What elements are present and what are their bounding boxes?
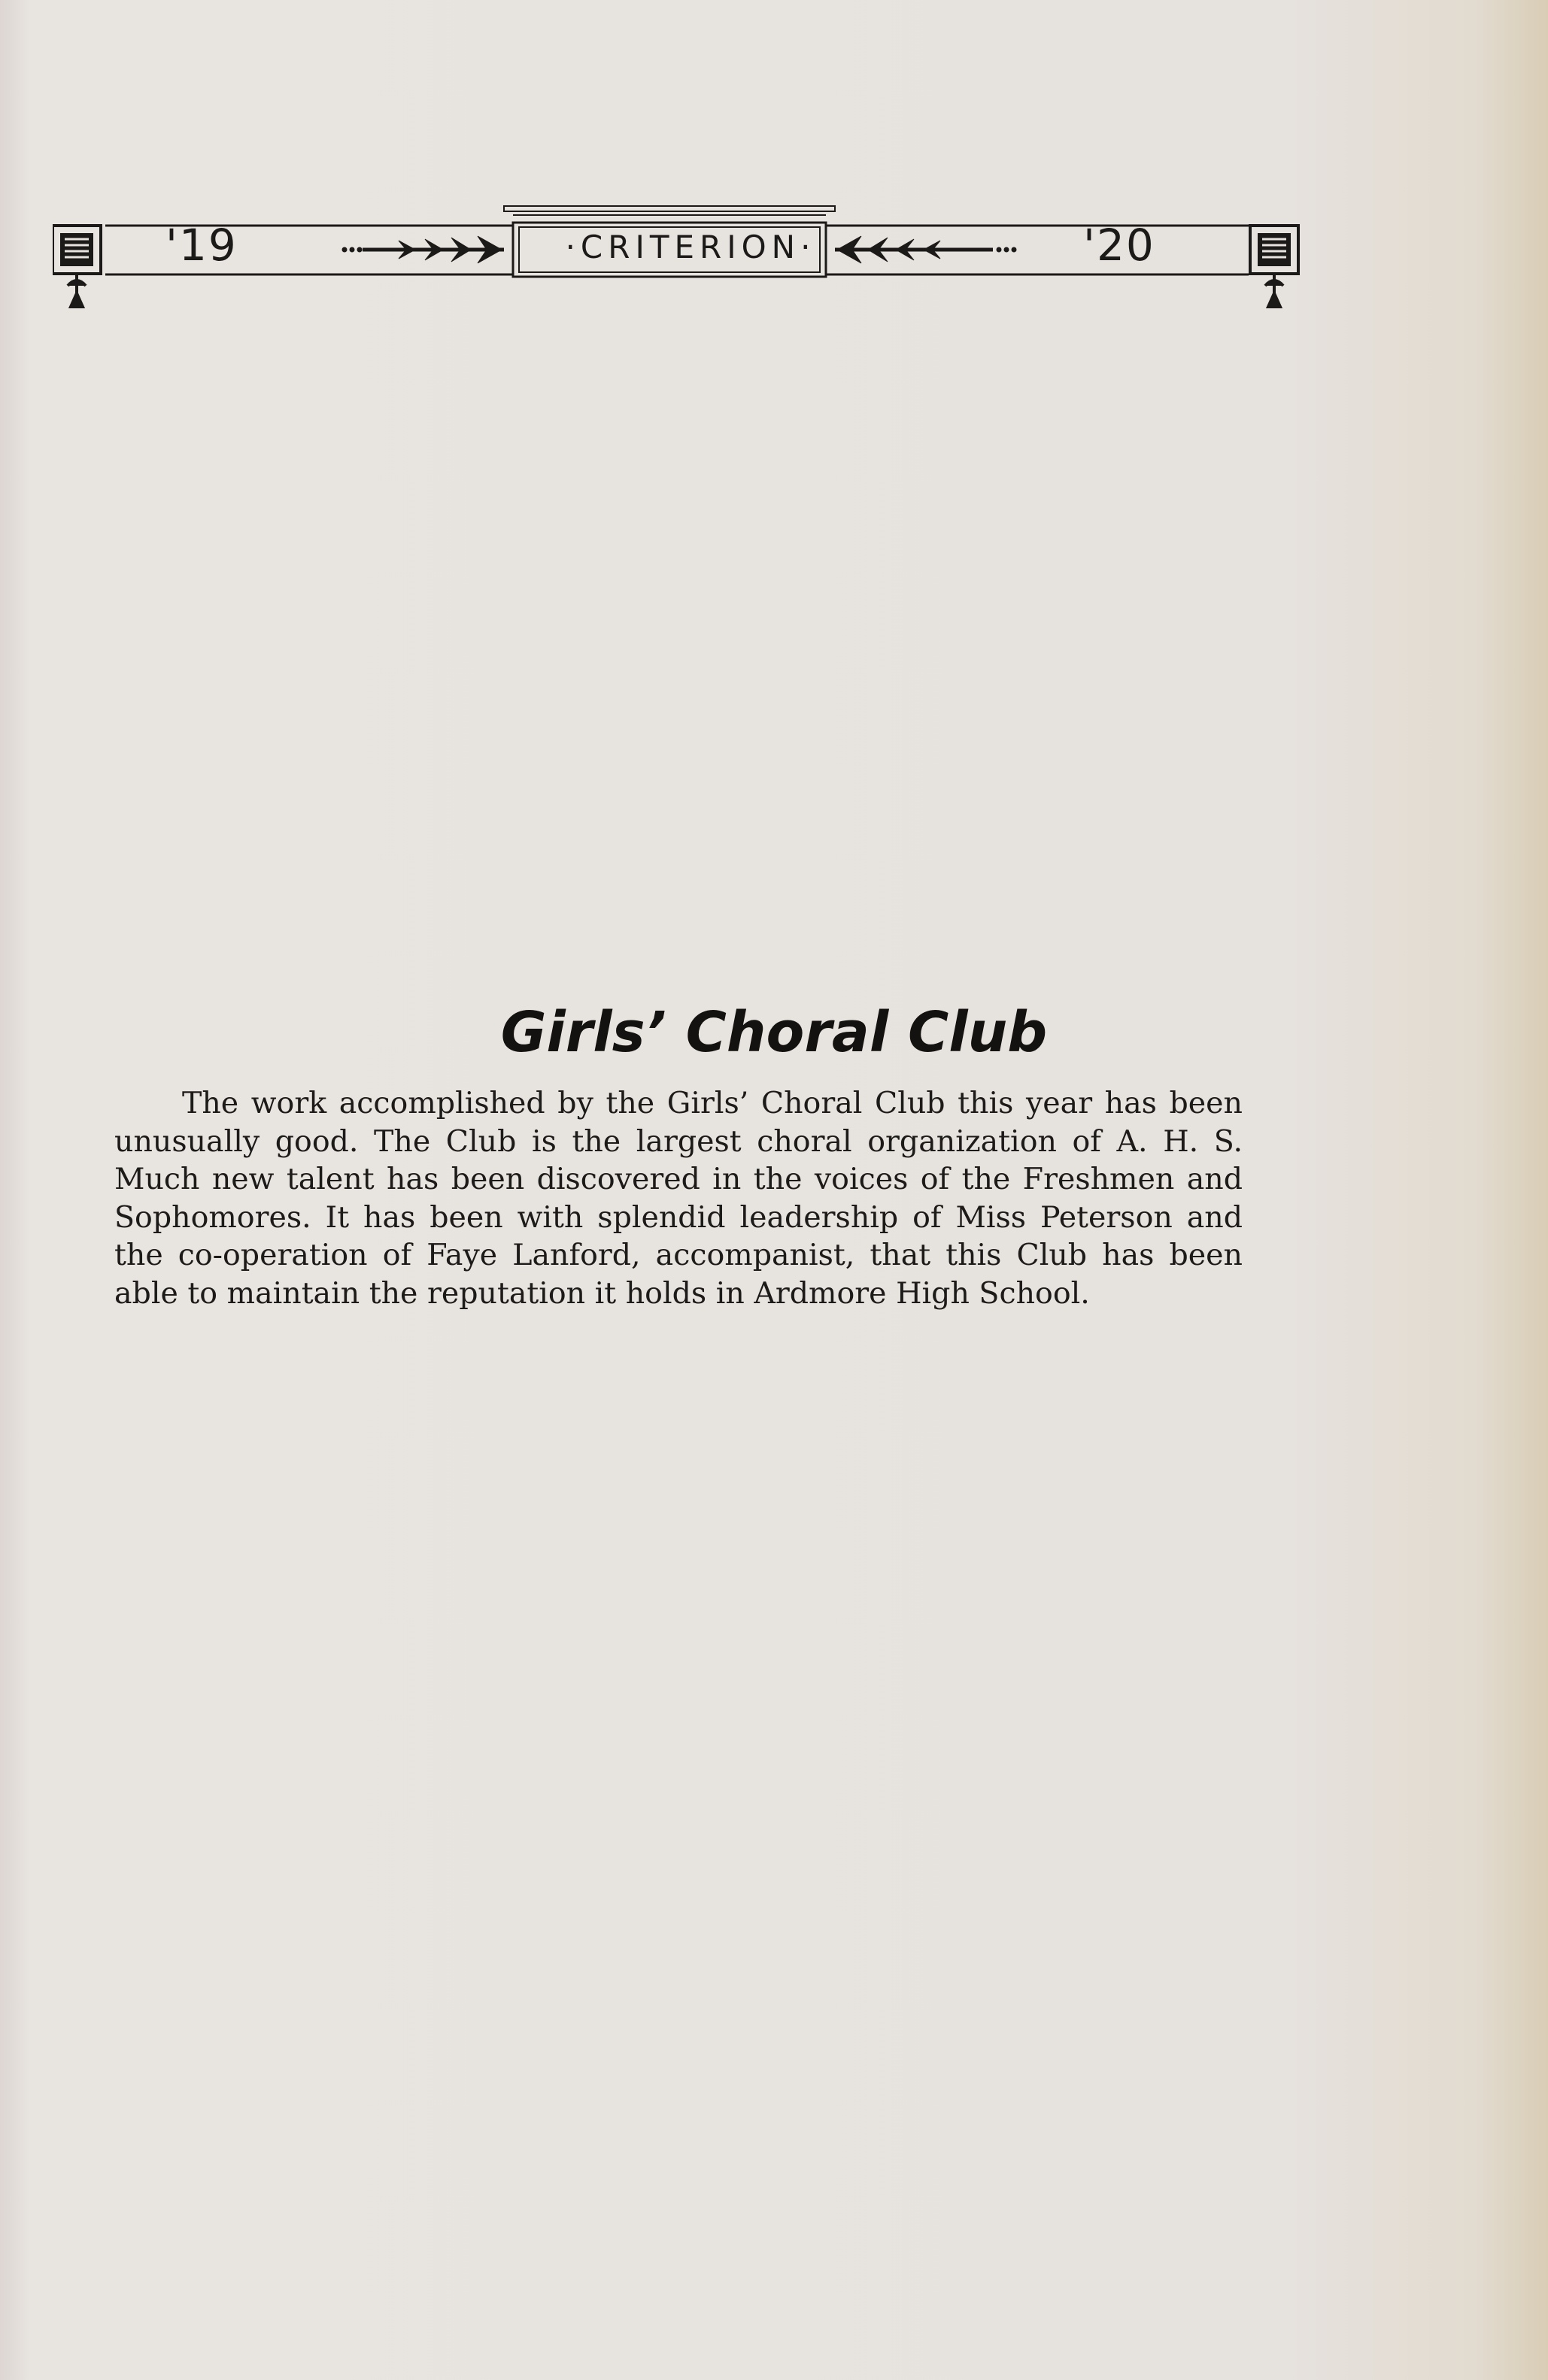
article-body: The work accomplished by the Girls’ Choral Club this year has been unusually good. The Club is the largest choral organization of A. H. S. Much new talent has been discovered in the voices of the Freshmen and Sophomores. It has been with splendid leadership of Miss Peterson and the co-operation of Faye Lanford, accompanist, that this Club has been able to maintain the reputation it holds in Ardmore High School. [114, 1086, 1243, 1311]
header-year-left: '19 [165, 220, 238, 271]
left-arrow-ornament-icon [342, 236, 504, 263]
header-title: ·CRITERION· [565, 229, 816, 265]
header-year-right: '20 [1083, 220, 1155, 271]
left-emblem-icon [53, 226, 101, 307]
header-banner [53, 203, 1301, 331]
article-title: Girls’ Choral Club [500, 1000, 1048, 1065]
right-emblem-icon [1250, 226, 1298, 307]
